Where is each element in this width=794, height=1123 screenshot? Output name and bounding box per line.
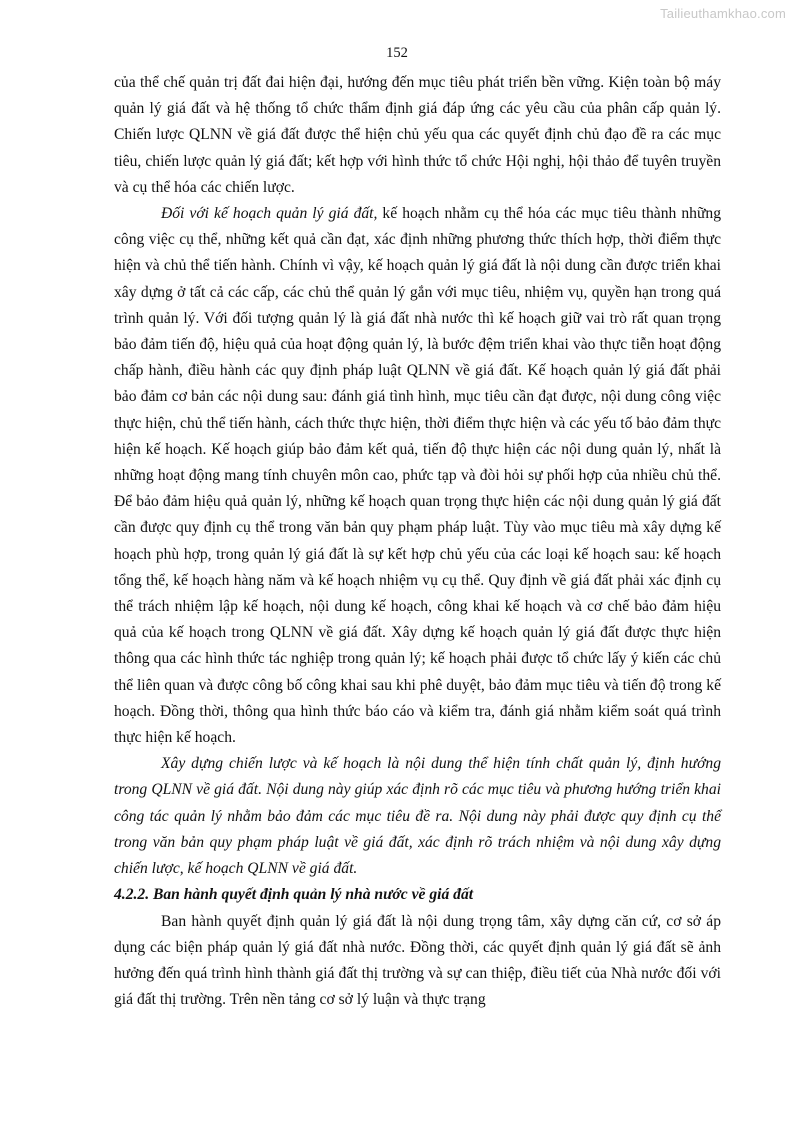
section-heading: 4.2.2. Ban hành quyết định quản lý nhà nước về giá đất <box>114 886 474 904</box>
paragraph-plan-lead: Đối với kế hoạch quản lý giá đất, <box>161 205 378 223</box>
body-text <box>114 70 721 1013</box>
paragraph-plan <box>114 201 721 751</box>
paragraph-decisions: Ban hành quyết định quản lý giá đất là nội dung trọng tâm, xây dựng căn cứ, cơ sở áp dụng các biện pháp quản lý giá đất nhà nước. Đồng thời, các quyết định quản lý giá đất sẽ ảnh hưởng đến quá trình hình thành giá đất thị trường và sự can thiệp, điều tiết của Nhà nước đối với giá đất thị trường. Trên nền tảng cơ sở lý luận và thực trạng <box>114 912 721 1009</box>
paragraph-continuation: của thể chế quản trị đất đai hiện đại, hướng đến mục tiêu phát triển bền vững. Kiện toàn bộ máy quản lý giá đất và hệ thống tổ chức thẩm định giá đáp ứng các yêu cầu của phân cấp quản lý. Chiến lược QLNN về giá đất được thể hiện chủ yếu qua các quyết định chủ đạo đề ra các mục tiêu, chiến lược quản lý giá đất; kết hợp với hình thức tổ chức Hội nghị, hội thảo để tuyên truyền và cụ thể hóa các chiến lược. <box>114 74 721 196</box>
paragraph-plan-body: kế hoạch nhằm cụ thể hóa các mục tiêu thành những công việc cụ thể, những kết quả cần đạt, xác định những phương thức thích hợp, thời điểm thực hiện và chủ thể tiến hành. Chính vì vậy, kế hoạch quản lý giá đất là nội dung cần được triển khai xây dựng ở tất cả các cấp, các chủ thể quản lý gắn với mục tiêu, nhiệm vụ, quyền hạn trong quá trình quản lý. Với đối tượng quản lý là giá đất nhà nước thì kế hoạch giữ vai trò rất quan trọng bảo đảm tiến độ, hiệu quả của hoạt động quản lý, là bước đệm triển khai vào thực tiễn hoạt động chấp hành, điều hành các quy định pháp luật QLNN về giá đất. Kế hoạch quản lý giá đất phải bảo đảm cơ bản các nội dung sau: đánh giá tình hình, mục tiêu cần đạt được, nội dung công việc thực hiện, chủ thể tiến hành, cách thức thực hiện, thời điểm thực hiện và các yếu tố bảo đảm thực hiện kế hoạch. Kế hoạch giúp bảo đảm kết quả, tiến độ thực hiện các nội dung quản lý, nhất là những hoạt động mang tính chuyên môn cao, phức tạp và đòi hỏi sự phối hợp của nhiều chủ thể. Để bảo đảm hiệu quả quản lý, những kế hoạch quan trọng thực hiện các nội dung quản lý giá đất cần được quy định cụ thể trong văn bản quy phạm pháp luật. Tùy vào mục tiêu mà xây dựng kế hoạch phù hợp, trong quản lý giá đất là sự kết hợp chủ yếu của các loại kế hoạch sau: kế hoạch tổng thể, kế hoạch hàng năm và kế hoạch nhiệm vụ cụ thể. Quy định về giá đất phải xác định cụ thể trách nhiệm lập kế hoạch, nội dung kế hoạch, công khai kế hoạch và cơ chế bảo đảm hiệu quả của kế hoạch trong QLNN về giá đất. Xây dựng kế hoạch quản lý giá đất được thực hiện thông qua các hình thức tác nghiệp trong quản lý; kế hoạch phải được tổ chức lấy ý kiến các chủ thể liên quan và được công bố công khai sau khi phê duyệt, bảo đảm mục tiêu và tiến độ trong kế hoạch. Đồng thời, thông qua hình thức báo cáo và kiểm tra, đánh giá nhằm kiểm soát quá trình thực hiện kế hoạch. <box>114 205 721 747</box>
page-number: 152 <box>386 45 408 61</box>
paragraph-summary: Xây dựng chiến lược và kế hoạch là nội dung thể hiện tính chất quản lý, định hướng trong QLNN về giá đất. Nội dung này giúp xác định rõ các mục tiêu và phương hướng triển khai công tác quản lý nhằm bảo đảm các mục tiêu đề ra. Nội dung này phải được quy định cụ thể trong văn bản quy phạm pháp luật về giá đất, xác định rõ trách nhiệm và nội dung xây dựng chiến lược, kế hoạch QLNN về giá đất. <box>114 755 721 878</box>
watermark: Tailieuthamkhao.com <box>660 6 786 21</box>
